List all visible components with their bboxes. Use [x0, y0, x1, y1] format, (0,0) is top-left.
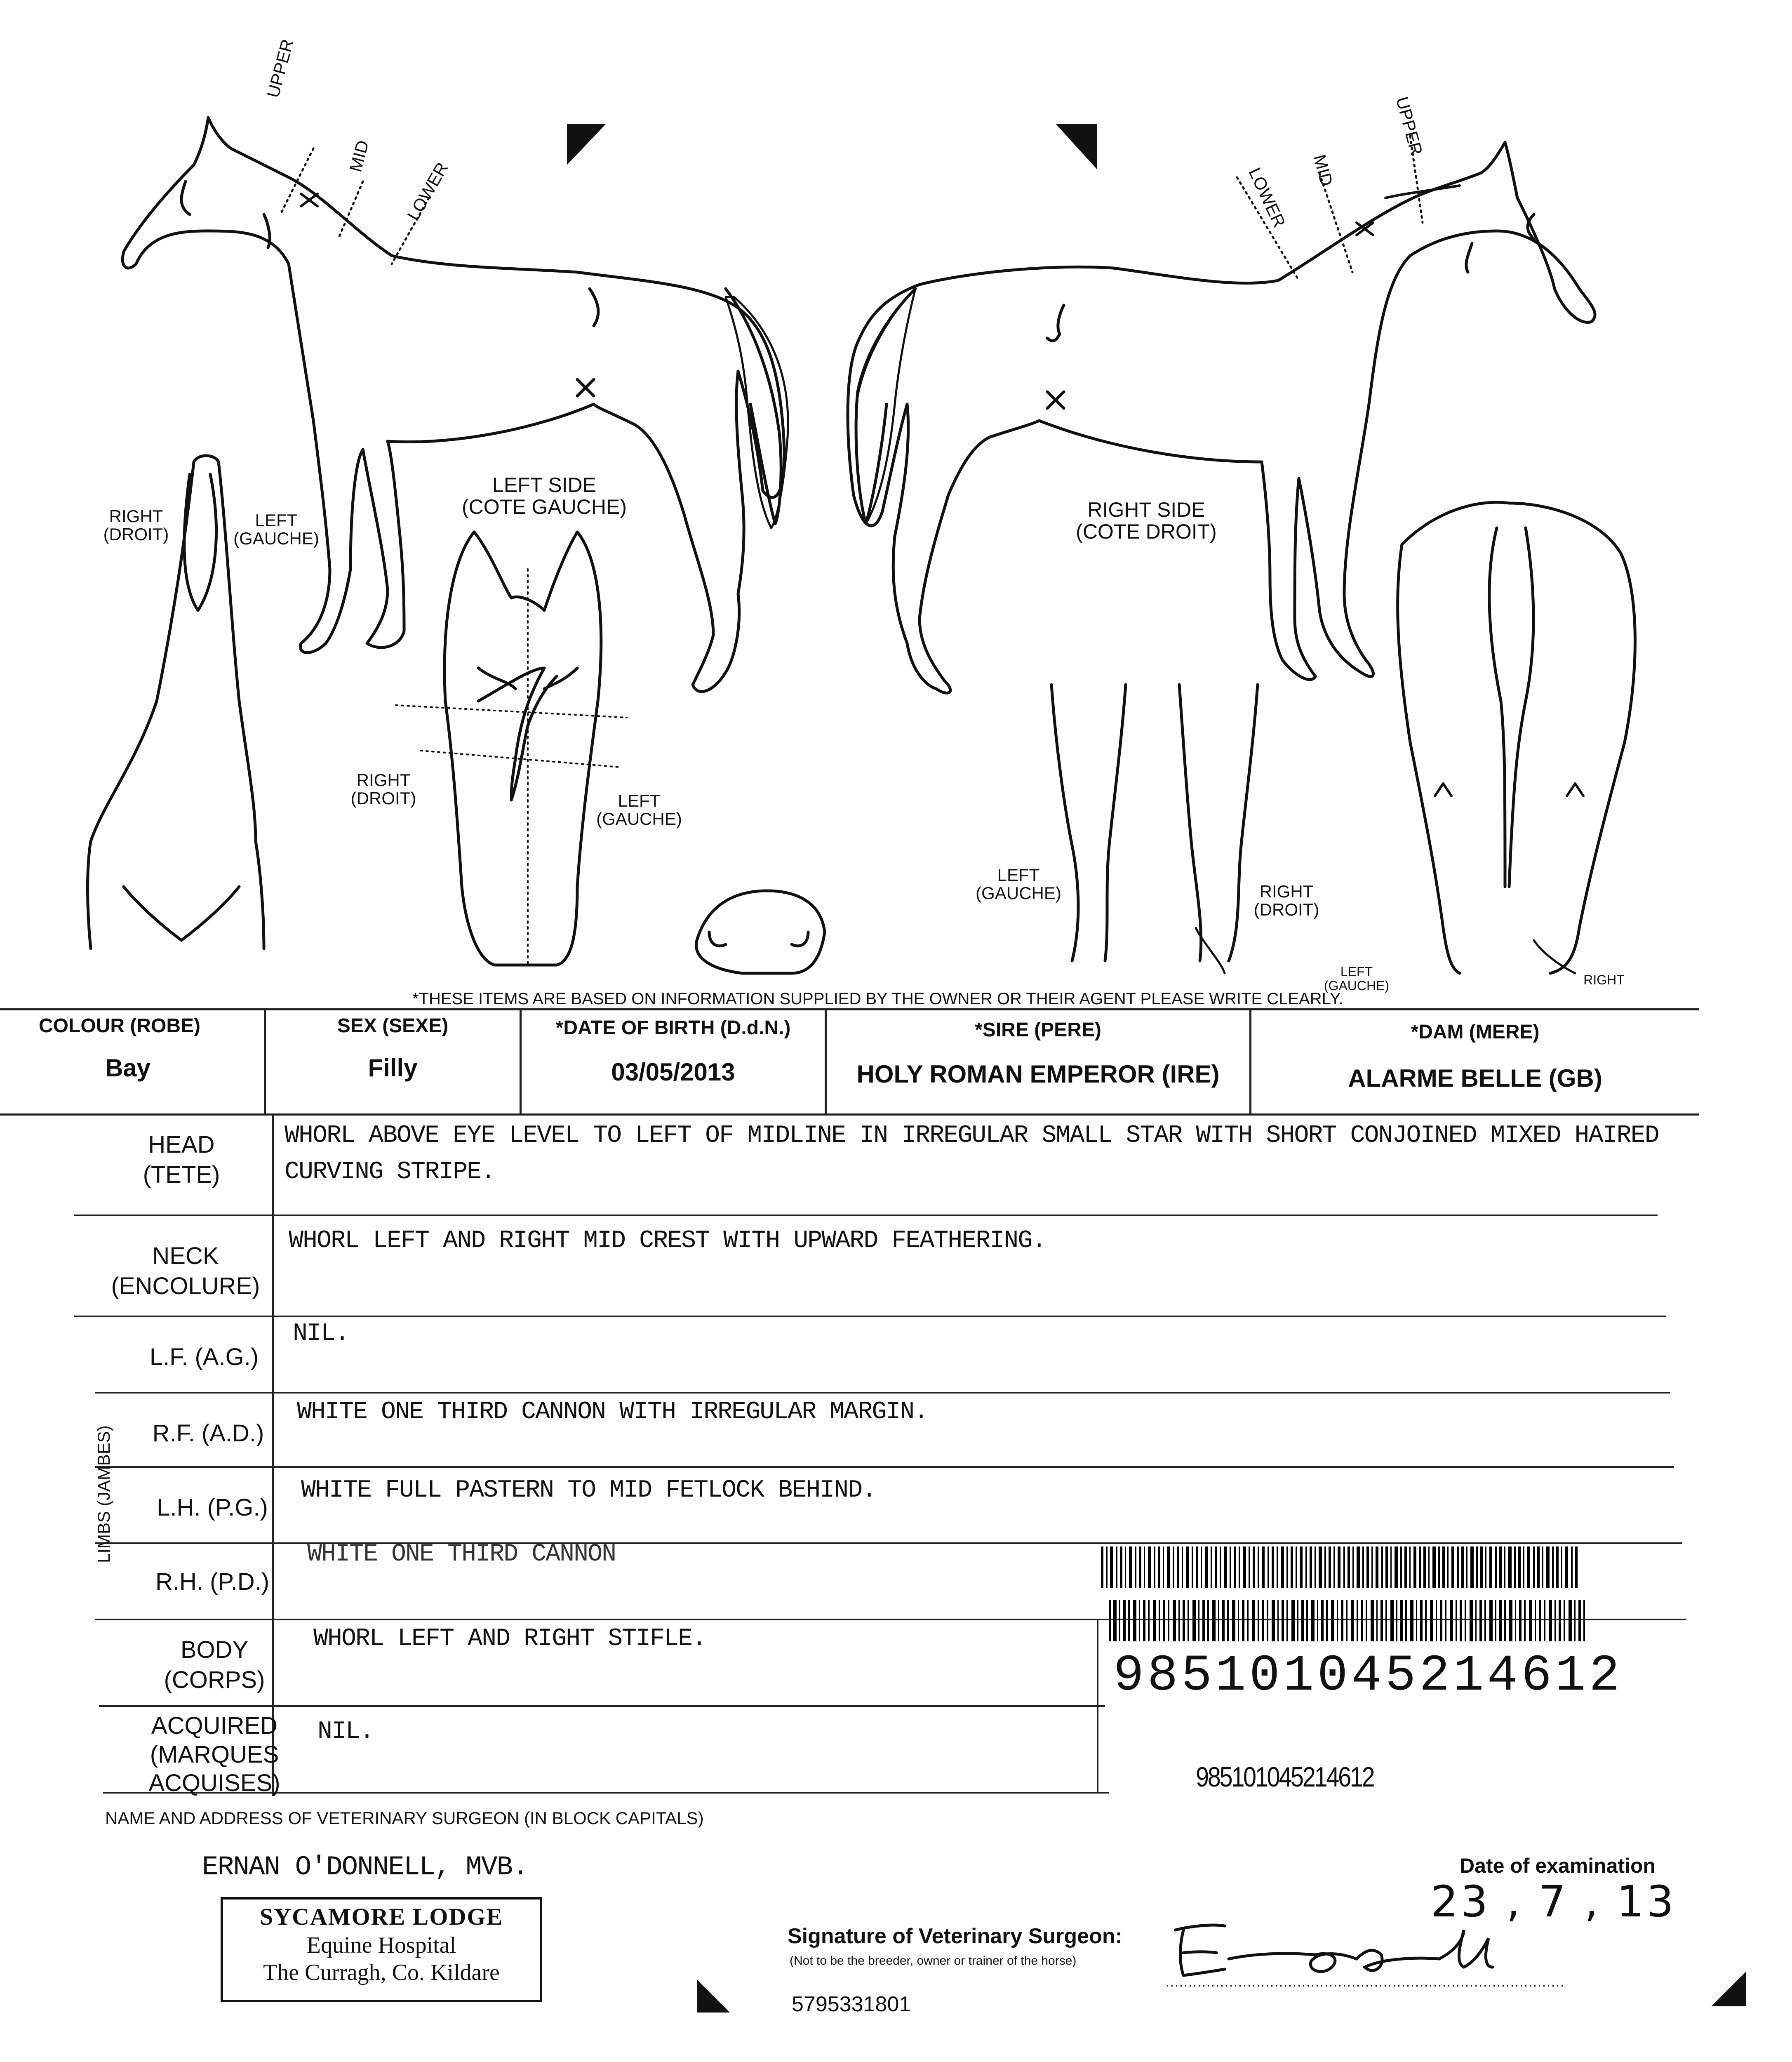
head-description: WHORL ABOVE EYE LEVEL TO LEFT OF MIDLINE IN IRREGULAR SMALL STAR WITH SHORT CONJOINED MIXED HAIRED CURVING STRIPE.: [285, 1122, 1659, 1186]
rear-view-left-label: LEFT (GAUCHE): [1324, 964, 1390, 993]
right-side-horse-outline: [848, 142, 1595, 693]
signature-note: (Not to be the breeder, owner or trainer of the horse): [790, 1954, 1077, 1968]
body-label: BODY (CORPS): [164, 1636, 265, 1693]
lh-description: WHITE FULL PASTERN TO MID FETLOCK BEHIND.: [301, 1476, 876, 1504]
rf-label: R.F. (A.D.): [152, 1420, 264, 1447]
lh-label: L.H. (P.G.): [157, 1494, 268, 1521]
dob-value: 03/05/2013: [611, 1058, 735, 1086]
neck-marker-lower-left: LOWER: [403, 159, 452, 224]
registration-mark-bottom-right: [1711, 1971, 1748, 2008]
neck-marker-upper-right: UPPER: [1392, 94, 1427, 158]
dob-label: *DATE OF BIRTH (D.d.N.): [555, 1017, 791, 1039]
handwritten-microchip-number: 985101045214612: [1196, 1761, 1374, 1793]
colour-value: Bay: [105, 1054, 151, 1082]
muzzle-view-outline: [696, 891, 825, 973]
signature-label: Signature of Veterinary Surgeon:: [788, 1924, 1122, 1948]
horse-markings-diagram: [0, 0, 1792, 990]
lf-description: NIL.: [293, 1320, 349, 1348]
neck-marker-mid-right: MID: [1310, 152, 1337, 188]
right-side-heading: RIGHT SIDE (COTE DROIT): [1076, 498, 1217, 543]
rh-label: R.H. (P.D.): [155, 1568, 270, 1595]
microchip-barcode: [1101, 1546, 1596, 1645]
neck-view-left-label: LEFT (GAUCHE): [233, 511, 319, 548]
left-side-heading: LEFT SIDE (COTE GAUCHE): [462, 473, 627, 518]
left-side-horse-outline: [122, 118, 784, 692]
sire-label: *SIRE (PERE): [975, 1019, 1101, 1041]
date-of-examination-value: 23 , 7 , 13: [1431, 1876, 1677, 1927]
acquired-description: NIL.: [317, 1718, 374, 1746]
front-legs-view-outline: [1051, 685, 1258, 961]
neck-marker-mid-left: MID: [346, 138, 373, 174]
vet-stamp: SYCAMORE LODGE Equine Hospital The Curragh, Co. Kildare: [221, 1897, 542, 2002]
rear-view-outline: [1398, 502, 1635, 973]
rf-description: WHITE ONE THIRD CANNON WITH IRREGULAR MARGIN.: [297, 1398, 928, 1426]
front-view-right-label: RIGHT (DROIT): [1253, 882, 1319, 920]
lf-label: L.F. (A.G.): [149, 1344, 259, 1370]
neck-view-right-label: RIGHT (DROIT): [103, 506, 169, 544]
vet-name-address-label: NAME AND ADDRESS OF VETERINARY SURGEON (IN BLOCK CAPITALS): [105, 1808, 704, 1828]
acquired-label: ACQUIRED (MARQUES ACQUISES): [148, 1712, 280, 1797]
rh-description: WHITE ONE THIRD CANNON: [307, 1540, 616, 1568]
limbs-label: LIMBS (JAMBES): [94, 1425, 113, 1563]
rear-view-right-label: RIGHT: [1583, 972, 1625, 987]
registration-mark-bottom-left: [697, 1980, 734, 2013]
colour-label: COLOUR (ROBE): [39, 1015, 200, 1037]
microchip-number: 985101045214612: [1113, 1648, 1623, 1705]
dam-value: ALARME BELLE (GB): [1348, 1064, 1602, 1092]
head-view-right-label: RIGHT (DROIT): [350, 770, 416, 808]
head-view-left-label: LEFT (GAUCHE): [596, 791, 682, 829]
vet-name: ERNAN O'DONNELL, MVB.: [202, 1852, 528, 1883]
front-view-left-label: LEFT (GAUCHE): [976, 865, 1061, 903]
neck-marker-lower-right: LOWER: [1245, 165, 1289, 231]
sex-label: SEX (SEXE): [337, 1015, 449, 1037]
date-of-examination-label: Date of examination: [1460, 1854, 1656, 1877]
dam-label: *DAM (MERE): [1411, 1021, 1540, 1043]
info-notice: *THESE ITEMS ARE BASED ON INFORMATION SUPPLIED BY THE OWNER OR THEIR AGENT PLEASE WRITE CLEARLY.: [412, 990, 1343, 1008]
neck-label: NECK (ENCOLURE): [111, 1243, 260, 1299]
sire-value: HOLY ROMAN EMPEROR (IRE): [856, 1060, 1220, 1088]
sex-value: Filly: [368, 1054, 418, 1082]
body-description: WHORL LEFT AND RIGHT STIFLE.: [313, 1625, 706, 1653]
head-label: HEAD (TETE): [143, 1131, 220, 1188]
neck-description: WHORL LEFT AND RIGHT MID CREST WITH UPWARD FEATHERING.: [289, 1227, 1046, 1255]
document-number: 5795331801: [792, 1992, 911, 2016]
neck-marker-upper-left: UPPER: [263, 37, 297, 100]
